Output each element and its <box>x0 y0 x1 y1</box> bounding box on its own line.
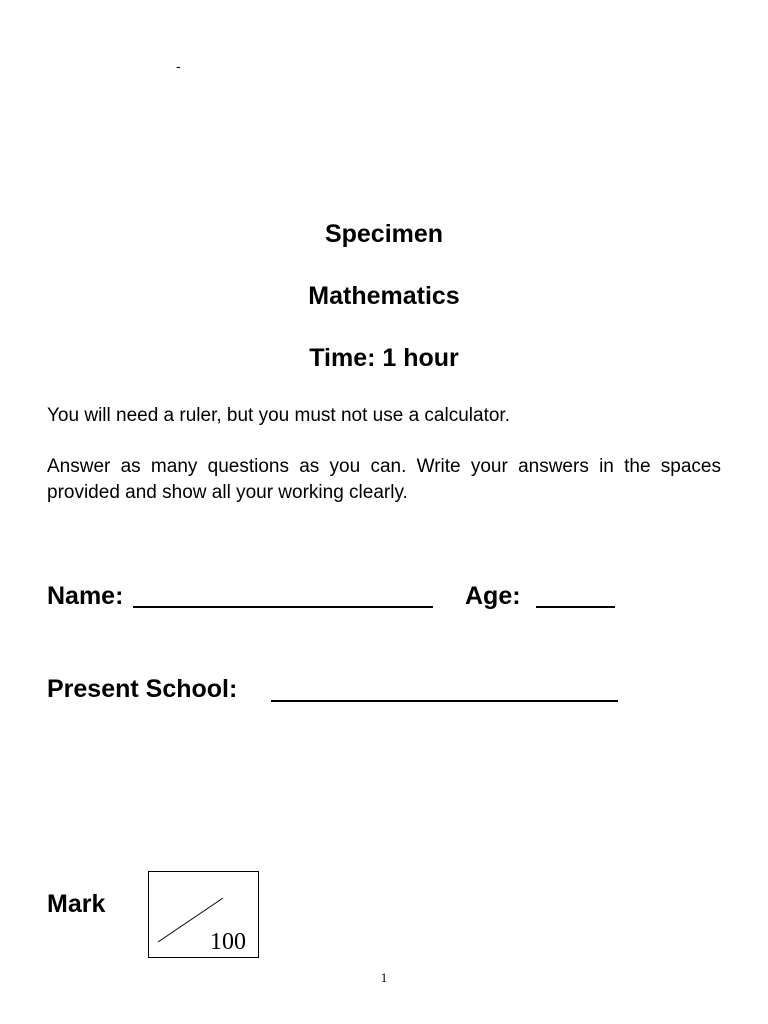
instruction-ruler: You will need a ruler, but you must not use a calculator. <box>47 405 510 426</box>
name-label: Name: <box>47 582 124 610</box>
present-school-field-line[interactable] <box>271 700 618 702</box>
page-title: Specimen <box>324 220 444 248</box>
mark-label: Mark <box>47 890 106 918</box>
instruction-answers: Answer as many questions as you can. Write your answers in the spaces provided and show all your working clearly. <box>47 456 721 503</box>
mark-box[interactable] <box>148 871 259 958</box>
age-label: Age: <box>465 582 521 610</box>
mark-total: 100 <box>210 929 246 955</box>
present-school-label: Present School: <box>47 675 238 703</box>
age-field-line[interactable] <box>536 606 615 608</box>
time-heading: Time: 1 hour <box>309 344 459 372</box>
subject-heading: Mathematics <box>308 282 460 310</box>
top-dash-mark: - <box>176 58 181 74</box>
page-number: 1 <box>380 970 388 985</box>
name-field-line[interactable] <box>133 606 433 608</box>
